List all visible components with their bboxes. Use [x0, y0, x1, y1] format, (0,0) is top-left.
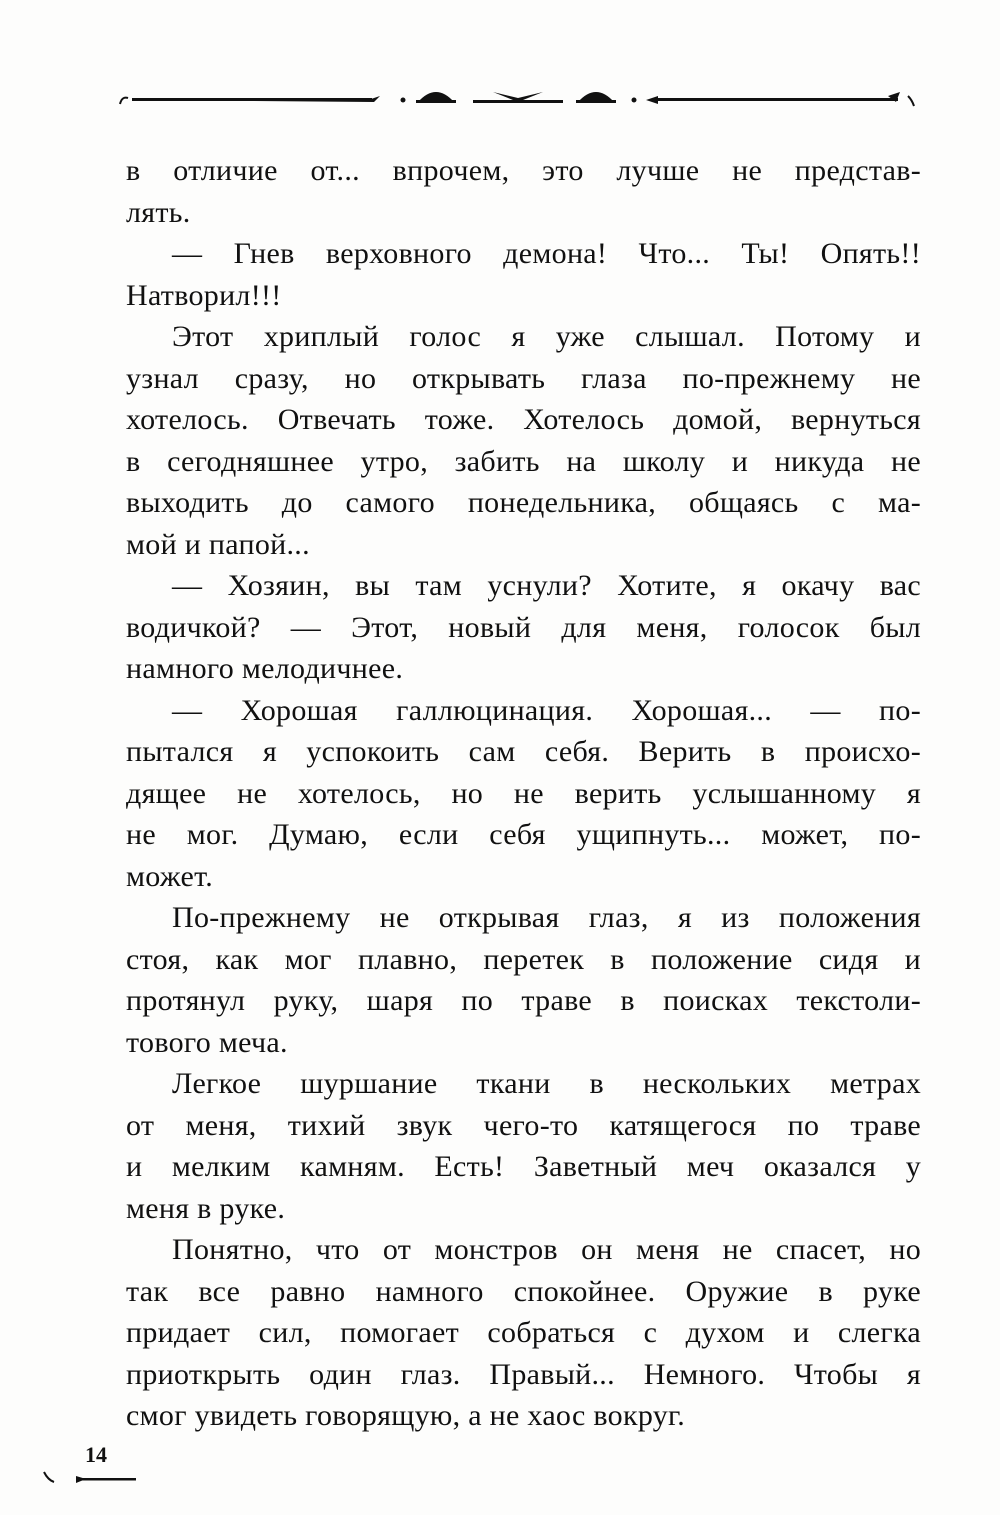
text-line: приоткрыть один глаз. Правый... Немного. Чтобы я	[126, 1357, 921, 1391]
text-line: намного мелодичнее.	[126, 652, 404, 685]
text-line: придает сил, помогает собраться с духом и слегка	[126, 1316, 921, 1349]
text-line: лять.	[126, 195, 191, 229]
text-line: По-прежнему не открывая глаз, я из положения	[172, 901, 921, 934]
text-line: протянул руку, шаря по траве в поисках текстоли-	[126, 984, 921, 1017]
text-line: Понятно, что от монстров он меня не спасет, но	[172, 1233, 921, 1266]
text-line: в отличие от... впрочем, это лучше не представ-	[126, 154, 921, 187]
text-line: узнал сразу, но открывать глаза по-прежнему не	[126, 361, 921, 395]
footer-ornament	[40, 1468, 140, 1488]
text-line: может.	[126, 859, 214, 893]
header-ornament	[118, 78, 918, 112]
body-text	[126, 150, 921, 1437]
text-line: так все равно намного спокойнее. Оружие в руке	[126, 1274, 921, 1308]
text-line: мой и папой...	[126, 527, 310, 561]
text-line: Этот хриплый голос я уже слышал. Потому и	[172, 320, 921, 353]
text-line: — Гнев верховного демона! Что... Ты! Опять!!	[172, 237, 921, 270]
text-line: смог увидеть говорящую, а не хаос вокруг.	[126, 1399, 686, 1432]
text-line: Легкое шуршание ткани в нескольких метрах	[172, 1067, 921, 1100]
text-line: тового меча.	[126, 1025, 288, 1059]
page-number: 14	[85, 1442, 107, 1467]
text-line: дящее не хотелось, но не верить услышанному я	[126, 776, 921, 810]
text-line: и мелким камням. Есть! Заветный меч оказался у	[126, 1150, 921, 1183]
text-line: хотелось. Отвечать тоже. Хотелось домой, вернуться	[126, 403, 921, 436]
text-line: Натворил!!!	[126, 278, 282, 312]
text-line: пытался я успокоить сам себя. Верить в происхо-	[126, 735, 921, 768]
text-line: — Хорошая галлюцинация. Хорошая... — по-	[172, 693, 921, 727]
text-line: выходить до самого понедельника, общаясь с ма-	[126, 486, 921, 519]
text-line: от меня, тихий звук чего-то катящегося по траве	[126, 1108, 921, 1142]
text-line: не мог. Думаю, если себя ущипнуть... может, по-	[126, 818, 921, 851]
text-line: — Хозяин, вы там уснули? Хотите, я окачу вас	[172, 569, 921, 602]
text-line: стоя, как мог плавно, перетек в положение сидя и	[126, 942, 921, 976]
text-line: водичкой? — Этот, новый для меня, голосок был	[126, 610, 921, 644]
text-line: в сегодняшнее утро, забить на школу и никуда не	[126, 444, 921, 478]
text-line: меня в руке.	[126, 1191, 286, 1225]
